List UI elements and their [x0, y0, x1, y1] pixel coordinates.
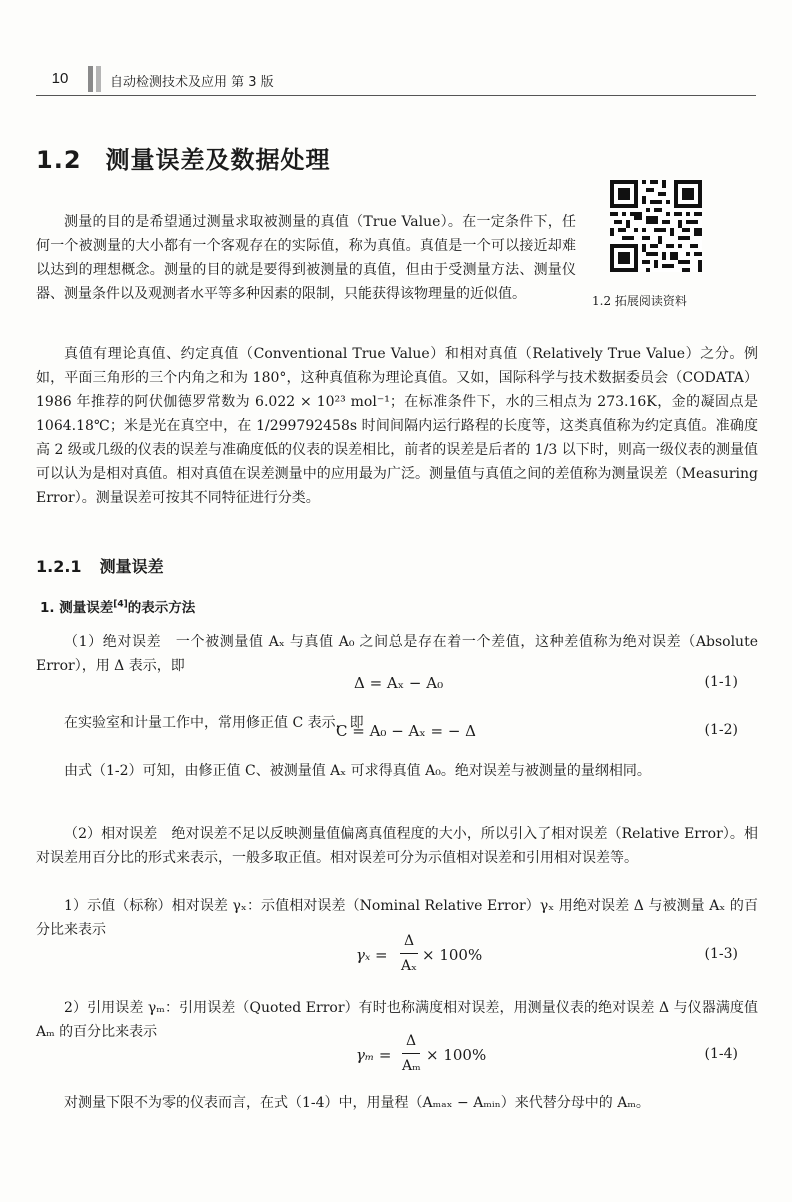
equation-fraction	[400, 932, 418, 975]
nominal-error-paragraph: 1）示值（标称）相对误差 γₓ：示值相对误差（Nominal Relative Error）γₓ 用绝对误差 Δ 与被测量 Aₓ 的百分比来表示	[36, 898, 758, 938]
range-note-paragraph: 对测量下限不为零的仪表而言，在式（1-4）中，用量程（Aₘₐₓ − Aₘᵢₙ）来代替分母中的 Aₘ。	[64, 1095, 650, 1111]
header-rule	[36, 95, 756, 96]
qr-caption: 1.2 拓展阅读资料	[592, 294, 687, 308]
subsection-title: 测量误差	[99, 557, 164, 576]
relative-error-paragraph: （2）相对误差 绝对误差不足以反映测量值偏离真值程度的大小，所以引入了相对误差（Relative Error）。相对误差用百分比的形式来表示，一般多取正值。相对误差可分为示值相对误差和引用相对误差等。	[36, 826, 758, 866]
fraction-denominator: Aₘ	[402, 1058, 421, 1074]
fraction-bar	[400, 953, 418, 954]
equation-formula: C = A₀ − Aₓ = − Δ	[336, 722, 476, 740]
equation-1-2	[36, 722, 758, 752]
equation-formula: Δ = Aₓ − A₀	[354, 674, 444, 692]
equation-1-1	[36, 674, 758, 704]
section-heading	[36, 140, 331, 175]
fraction-numerator: Δ	[403, 933, 415, 949]
equation-rhs: × 100%	[426, 1046, 487, 1064]
equation-lhs: γₘ =	[356, 1046, 392, 1064]
item-title: 1. 测量误差	[40, 600, 114, 616]
book-title: 自动检测技术及应用 第 3 版	[110, 75, 274, 90]
equation-number: (1-3)	[704, 946, 738, 962]
section-number: 1.2	[36, 146, 82, 174]
truth-value-paragraph: 真值有理论真值、约定真值（Conventional True Value）和相对真值（Relatively True Value）之分。例如，平面三角形的三个内角之和为 180°，这种真值称为理论真值。又如，国际科学与技术数据委员会（CODATA）1986 年推荐的阿伏伽德罗常数为 6.022 × 10²³ mol⁻¹；在标准条件下，水的三相点为 273.16K，金的凝固点是 1064.18℃；米是光在真空中，在 1/299792458s 时间间隔内运行路程的长度等，这类真值称为约定真值。准确度高 2 级或几级的仪表的误差与准确度低的仪表的误差相比，前者的误差是后者的 1/3 以下时，则高一级仪表的测量值可以认为是相对真值。相对真值在误差测量中的应用最为广泛。测量值与真值之间的差值称为测量误差（Measuring Error）。测量误差可按其不同特征进行分类。	[36, 346, 758, 506]
section-title: 测量误差及数据处理	[105, 146, 331, 174]
fraction-bar	[402, 1053, 420, 1054]
page-number: 10	[51, 70, 69, 87]
absolute-error-tail-paragraph: 由式（1-2）可知，由修正值 C、被测量值 Aₓ 可求得真值 A₀。绝对误差与被测量的量纲相同。	[64, 763, 651, 779]
equation-number: (1-4)	[704, 1046, 738, 1062]
subsection-number: 1.2.1	[36, 557, 82, 576]
qr-code-icon[interactable]	[610, 180, 702, 272]
item-title-suffix: 的表示方法	[127, 600, 196, 616]
quoted-error-paragraph: 2）引用误差 γₘ：引用误差（Quoted Error）有时也称满度相对误差，用测量仪表的绝对误差 Δ 与仪器满度值 Aₘ 的百分比来表示	[36, 1000, 758, 1040]
fraction-denominator: Aₓ	[400, 958, 418, 974]
running-header	[36, 62, 756, 98]
fraction-numerator: Δ	[405, 1033, 417, 1049]
equation-fraction	[402, 1032, 420, 1075]
equation-lhs: γₓ =	[356, 946, 388, 964]
intro-paragraph: 测量的目的是希望通过测量求取被测量的真值（True Value）。在一定条件下，任何一个被测量的大小都有一个客观存在的实际值，称为真值。真值是一个可以接近却难以达到的理想概念。测量的目的就是要得到被测量的真值，但由于受测量方法、测量仪器、测量条件以及观测者水平等多种因素的限制，只能获得该物理量的近似值。	[36, 214, 576, 302]
subsection-heading	[36, 554, 164, 577]
absolute-error-paragraph: （1）绝对误差 一个被测量值 Aₓ 与真值 A₀ 之间总是存在着一个差值，这种差值称为绝对误差（Absolute Error），用 Δ 表示，即	[36, 634, 758, 674]
equation-number: (1-2)	[704, 722, 738, 738]
header-decor-bar	[88, 66, 93, 92]
equation-number: (1-1)	[704, 674, 738, 690]
equation-rhs: × 100%	[422, 946, 483, 964]
correction-paragraph: 在实验室和计量工作中，常用修正值 C 表示，即	[64, 715, 364, 731]
item-heading	[40, 596, 195, 616]
reference-citation[interactable]: [4]	[113, 599, 128, 610]
equation-1-4	[36, 1032, 758, 1084]
header-decor-bar	[96, 66, 101, 92]
equation-1-3	[36, 932, 758, 984]
